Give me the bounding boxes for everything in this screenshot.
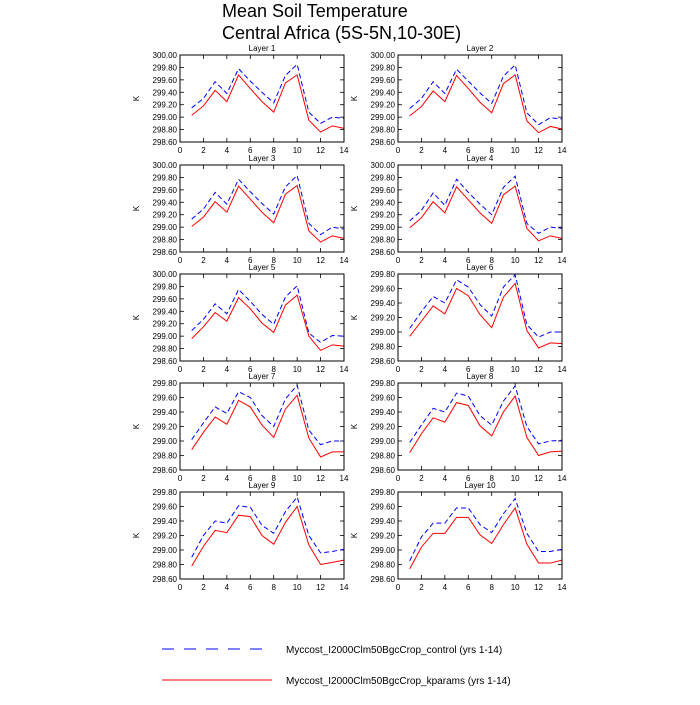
y-tick-label: 299.60 [370, 185, 395, 195]
x-tick-label: 2 [419, 583, 424, 592]
x-tick-label: 10 [510, 256, 520, 265]
plot-frame [398, 55, 562, 142]
panel-title: Layer 9 [248, 481, 276, 490]
x-tick-label: 0 [177, 146, 183, 155]
x-tick-label: 14 [339, 474, 349, 483]
y-tick-label: 299.00 [152, 223, 177, 233]
panel-layer-10 [350, 481, 567, 592]
x-tick-label: 4 [442, 365, 448, 374]
y-axis-label: K [132, 205, 141, 212]
y-tick-label: 298.60 [152, 138, 177, 147]
y-tick-label: 299.60 [370, 284, 395, 294]
y-axis-label: K [350, 314, 359, 321]
x-tick-label: 14 [339, 256, 349, 265]
y-tick-label: 299.00 [152, 332, 177, 342]
x-tick-label: 2 [419, 474, 424, 483]
x-tick-label: 2 [201, 365, 206, 374]
y-tick-label: 299.80 [152, 379, 177, 388]
y-tick-label: 298.80 [370, 560, 395, 570]
y-tick-label: 300.00 [370, 51, 395, 60]
x-tick-label: 8 [489, 583, 494, 592]
x-tick-label: 2 [201, 583, 206, 592]
y-tick-label: 298.80 [370, 451, 395, 461]
panel-title: Layer 7 [248, 372, 276, 381]
x-tick-label: 10 [510, 583, 520, 592]
x-tick-label: 4 [224, 256, 230, 265]
x-tick-label: 0 [395, 474, 401, 483]
x-tick-label: 8 [489, 365, 494, 374]
panel-layer-7 [132, 372, 349, 483]
y-axis-label: K [350, 95, 359, 102]
x-tick-label: 14 [557, 583, 567, 592]
x-tick-label: 12 [534, 256, 544, 265]
y-tick-label: 299.80 [152, 63, 177, 73]
panel-title: Layer 6 [466, 263, 494, 272]
x-tick-label: 4 [224, 365, 230, 374]
y-tick-label: 298.80 [370, 342, 395, 352]
y-axis-label: K [350, 532, 359, 539]
x-tick-label: 2 [201, 256, 206, 265]
y-tick-label: 298.60 [370, 138, 395, 147]
x-tick-label: 14 [339, 146, 349, 155]
x-tick-label: 10 [510, 365, 520, 374]
panel-title: Layer 2 [466, 44, 494, 53]
x-tick-label: 4 [442, 146, 448, 155]
panels-group [132, 44, 567, 592]
y-tick-label: 299.60 [152, 185, 177, 195]
x-tick-label: 12 [316, 256, 326, 265]
x-tick-label: 0 [177, 474, 183, 483]
y-tick-label: 299.40 [370, 299, 395, 308]
y-axis-label: K [350, 205, 359, 212]
x-tick-label: 4 [224, 146, 230, 155]
y-tick-label: 300.00 [152, 270, 177, 279]
x-tick-label: 6 [248, 146, 253, 155]
panel-layer-8 [350, 372, 567, 483]
y-tick-label: 299.60 [152, 393, 177, 403]
panel-layer-4 [350, 154, 567, 265]
y-tick-label: 298.60 [370, 466, 395, 475]
y-tick-label: 300.00 [370, 161, 395, 170]
x-tick-label: 4 [442, 256, 448, 265]
y-tick-label: 299.20 [152, 319, 177, 329]
y-tick-label: 299.60 [370, 502, 395, 512]
x-tick-label: 14 [339, 583, 349, 592]
x-tick-label: 8 [489, 474, 494, 483]
x-tick-label: 12 [534, 583, 544, 592]
series-line-control [192, 497, 344, 557]
y-tick-label: 298.80 [370, 125, 395, 135]
y-tick-label: 298.80 [152, 451, 177, 461]
x-tick-label: 6 [248, 474, 253, 483]
x-tick-label: 14 [557, 474, 567, 483]
panel-layer-9 [132, 481, 349, 592]
x-tick-label: 0 [395, 146, 401, 155]
y-tick-label: 299.00 [370, 546, 395, 555]
series-line-control [410, 65, 562, 125]
y-tick-label: 299.40 [370, 88, 395, 98]
legend [162, 645, 511, 687]
series-line-control [192, 286, 344, 343]
y-tick-label: 299.60 [370, 75, 395, 85]
legend-label-kparams: Myccost_I2000Clm50BgcCrop_kparams (yrs 1-14) [286, 676, 511, 687]
panel-layer-1 [132, 44, 349, 155]
y-tick-label: 300.00 [152, 51, 177, 60]
y-tick-label: 299.80 [370, 63, 395, 73]
y-tick-label: 299.00 [152, 546, 177, 555]
x-tick-label: 8 [271, 583, 276, 592]
y-tick-label: 298.60 [152, 248, 177, 257]
plot-frame [398, 383, 562, 470]
series-line-control [410, 176, 562, 233]
y-tick-label: 298.80 [152, 125, 177, 135]
x-tick-label: 0 [395, 583, 401, 592]
panel-title: Layer 10 [464, 481, 496, 490]
y-tick-label: 299.20 [370, 313, 395, 323]
x-tick-label: 6 [466, 474, 471, 483]
plot-frame [180, 55, 344, 142]
y-tick-label: 298.60 [152, 575, 177, 584]
plot-frame [180, 165, 344, 252]
x-tick-label: 6 [248, 256, 253, 265]
y-tick-label: 299.60 [370, 393, 395, 403]
x-tick-label: 8 [271, 256, 276, 265]
y-tick-label: 299.40 [370, 198, 395, 208]
x-tick-label: 12 [534, 474, 544, 483]
x-tick-label: 10 [292, 365, 302, 374]
panel-layer-3 [132, 154, 349, 265]
y-axis-label: K [132, 95, 141, 102]
x-tick-label: 12 [316, 146, 326, 155]
y-tick-label: 298.80 [152, 560, 177, 570]
x-tick-label: 8 [271, 146, 276, 155]
x-tick-label: 12 [534, 365, 544, 374]
y-tick-label: 299.00 [152, 437, 177, 446]
y-tick-label: 298.80 [152, 344, 177, 354]
x-tick-label: 12 [316, 365, 326, 374]
y-tick-label: 299.80 [370, 173, 395, 183]
y-axis-label: K [132, 314, 141, 321]
panel-title: Layer 4 [466, 154, 494, 163]
x-tick-label: 4 [442, 583, 448, 592]
y-tick-label: 298.60 [370, 248, 395, 257]
x-tick-label: 2 [419, 365, 424, 374]
y-tick-label: 299.40 [152, 307, 177, 317]
x-tick-label: 8 [271, 474, 276, 483]
x-tick-label: 6 [248, 583, 253, 592]
x-tick-label: 4 [442, 474, 448, 483]
y-axis-label: K [132, 532, 141, 539]
panel-title: Layer 5 [248, 263, 276, 272]
series-line-kparams [192, 295, 344, 350]
series-line-kparams [192, 507, 344, 566]
x-tick-label: 10 [292, 474, 302, 483]
y-tick-label: 299.80 [152, 282, 177, 292]
y-axis-label: K [350, 423, 359, 430]
y-tick-label: 299.60 [152, 75, 177, 85]
y-tick-label: 298.60 [370, 357, 395, 366]
series-line-kparams [410, 396, 562, 455]
y-tick-label: 299.80 [370, 488, 395, 497]
y-tick-label: 299.20 [370, 531, 395, 541]
x-tick-label: 6 [248, 365, 253, 374]
x-tick-label: 8 [489, 146, 494, 155]
x-tick-label: 0 [177, 256, 183, 265]
x-tick-label: 6 [466, 583, 471, 592]
y-tick-label: 299.20 [370, 210, 395, 220]
y-tick-label: 299.20 [370, 422, 395, 432]
x-tick-label: 4 [224, 474, 230, 483]
legend-label-control: Myccost_I2000Clm50BgcCrop_control (yrs 1-14) [286, 645, 503, 656]
y-tick-label: 299.00 [370, 437, 395, 446]
y-tick-label: 299.60 [152, 502, 177, 512]
x-tick-label: 14 [557, 365, 567, 374]
y-tick-label: 299.00 [370, 113, 395, 123]
y-tick-label: 299.40 [370, 517, 395, 526]
y-tick-label: 299.20 [152, 422, 177, 432]
y-tick-label: 299.00 [370, 223, 395, 233]
series-line-kparams [410, 283, 562, 348]
y-tick-label: 299.00 [370, 328, 395, 337]
x-tick-label: 14 [339, 365, 349, 374]
series-line-control [410, 499, 562, 561]
y-tick-label: 299.20 [152, 100, 177, 110]
figure-title-line1: Mean Soil Temperature [222, 1, 408, 21]
panel-title: Layer 3 [248, 154, 276, 163]
y-tick-label: 299.40 [152, 88, 177, 98]
y-tick-label: 300.00 [152, 161, 177, 170]
x-tick-label: 8 [489, 256, 494, 265]
x-tick-label: 2 [201, 146, 206, 155]
x-tick-label: 10 [510, 146, 520, 155]
series-line-control [410, 386, 562, 444]
series-line-control [192, 385, 344, 444]
y-tick-label: 299.80 [370, 270, 395, 279]
y-tick-label: 299.80 [370, 379, 395, 388]
plot-frame [180, 383, 344, 470]
x-tick-label: 0 [395, 256, 401, 265]
x-tick-label: 14 [557, 146, 567, 155]
y-tick-label: 299.00 [152, 113, 177, 123]
x-tick-label: 10 [292, 583, 302, 592]
x-tick-label: 14 [557, 256, 567, 265]
y-axis-label: K [132, 423, 141, 430]
series-line-control [192, 176, 344, 235]
y-tick-label: 299.20 [370, 100, 395, 110]
y-tick-label: 299.80 [152, 488, 177, 497]
x-tick-label: 10 [292, 146, 302, 155]
x-tick-label: 12 [316, 583, 326, 592]
plot-frame [398, 274, 562, 361]
x-tick-label: 10 [510, 474, 520, 483]
x-tick-label: 2 [419, 146, 424, 155]
x-tick-label: 6 [466, 256, 471, 265]
x-tick-label: 12 [316, 474, 326, 483]
series-line-control [192, 64, 344, 123]
series-line-kparams [410, 508, 562, 569]
y-tick-label: 299.20 [152, 210, 177, 220]
panel-title: Layer 1 [248, 44, 276, 53]
y-tick-label: 299.40 [152, 517, 177, 526]
y-tick-label: 299.80 [152, 173, 177, 183]
x-tick-label: 0 [395, 365, 401, 374]
x-tick-label: 6 [466, 365, 471, 374]
y-tick-label: 298.80 [152, 235, 177, 245]
y-tick-label: 299.40 [152, 408, 177, 417]
y-tick-label: 298.60 [152, 357, 177, 366]
x-tick-label: 0 [177, 583, 183, 592]
x-tick-label: 10 [292, 256, 302, 265]
y-tick-label: 298.80 [370, 235, 395, 245]
x-tick-label: 4 [224, 583, 230, 592]
series-line-kparams [192, 395, 344, 457]
x-tick-label: 2 [201, 474, 206, 483]
panel-layer-5 [132, 263, 349, 374]
figure-title-line2: Central Africa (5S-5N,10-30E) [222, 23, 462, 43]
x-tick-label: 12 [534, 146, 544, 155]
y-tick-label: 298.60 [152, 466, 177, 475]
y-tick-label: 299.40 [370, 408, 395, 417]
y-tick-label: 298.60 [370, 575, 395, 584]
y-tick-label: 299.60 [152, 294, 177, 304]
panel-layer-2 [350, 44, 567, 155]
panel-layer-6 [350, 263, 567, 374]
panel-title: Layer 8 [466, 372, 494, 381]
x-tick-label: 0 [177, 365, 183, 374]
x-tick-label: 6 [466, 146, 471, 155]
x-tick-label: 8 [271, 365, 276, 374]
y-tick-label: 299.20 [152, 531, 177, 541]
x-tick-label: 2 [419, 256, 424, 265]
y-tick-label: 299.40 [152, 198, 177, 208]
